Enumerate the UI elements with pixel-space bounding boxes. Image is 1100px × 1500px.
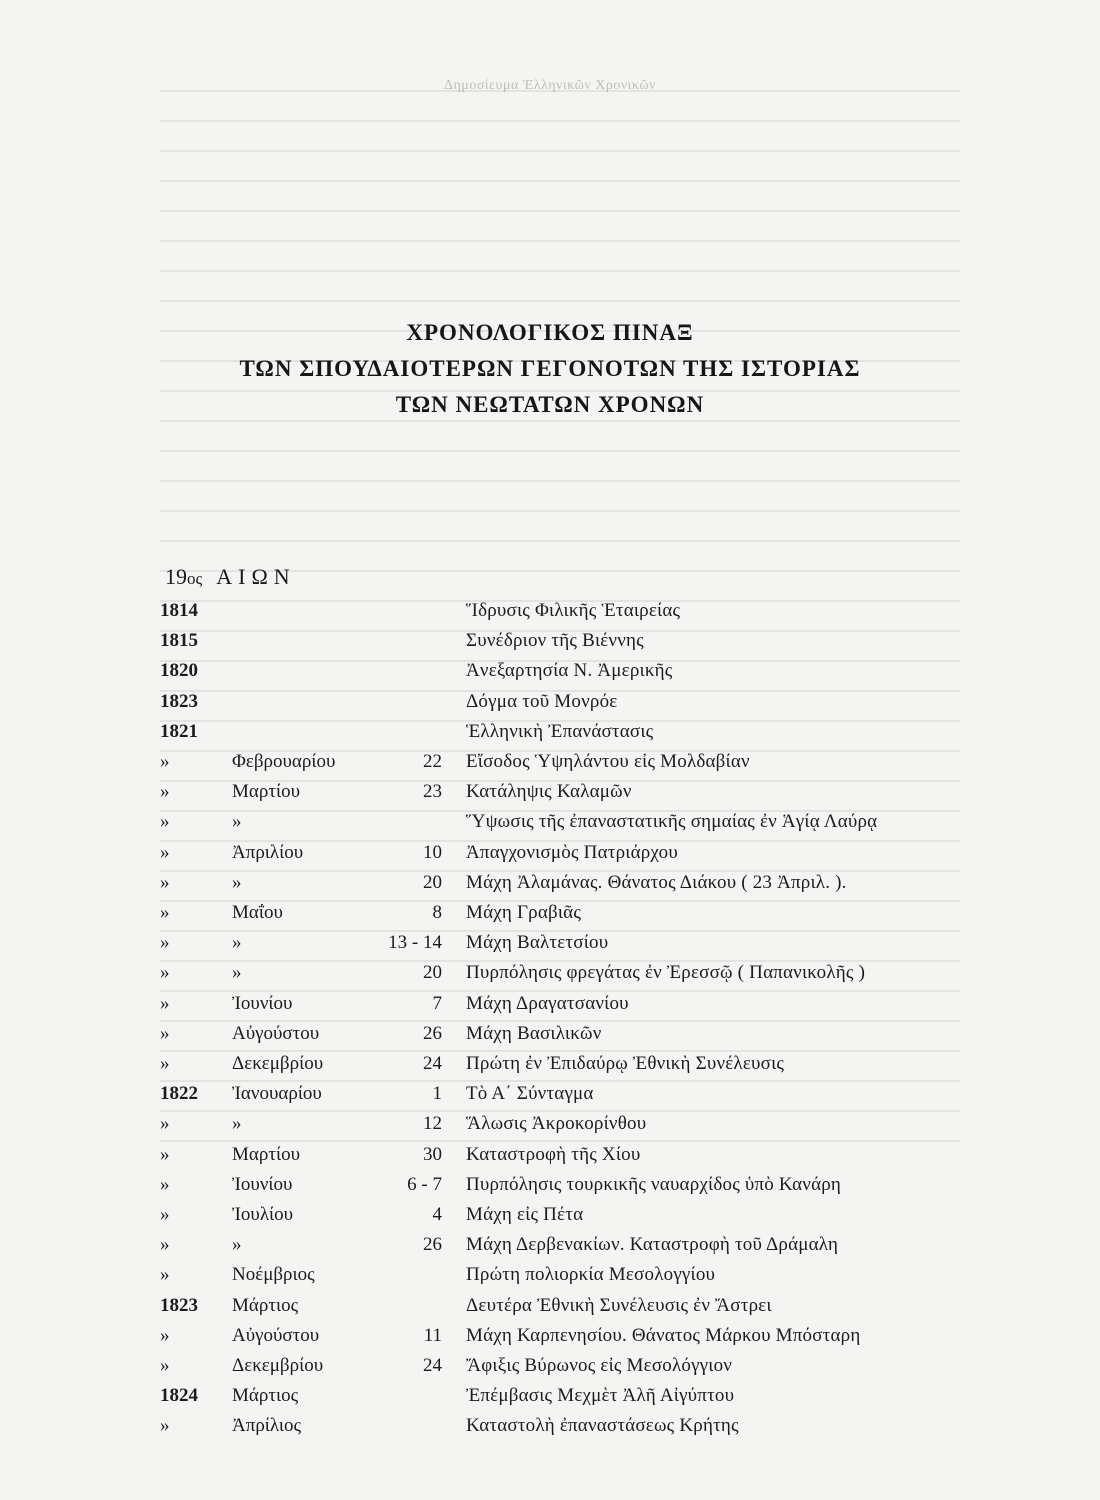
table-row	[0, 1411, 1100, 1441]
title-line-1: ΧΡΟΝΟΛΟΓΙΚΟΣ ΠΙΝΑΞ	[406, 320, 694, 345]
row-year: »	[160, 962, 170, 984]
row-month: Ἰανουαρίου	[232, 1083, 322, 1105]
row-day: 26	[423, 1234, 442, 1256]
row-year: »	[160, 1022, 170, 1044]
row-event: Κατάληψις Καλαμῶν	[466, 781, 632, 803]
row-day: 12	[423, 1113, 442, 1135]
row-month: Ἰουλίου	[232, 1204, 294, 1225]
row-event: Ἵδρυσις Φιλικῆς Ἑταιρείας	[466, 600, 681, 621]
row-month: »	[232, 871, 242, 893]
row-event: Ἀπαγχονισμὸς Πατριάρχου	[466, 841, 678, 863]
row-day: 4	[432, 1204, 442, 1225]
row-event: Μάχη Βασιλικῶν	[466, 1022, 602, 1044]
row-event: Μάχη Βαλτετσίου	[466, 932, 609, 954]
row-day: 24	[423, 1053, 442, 1074]
row-event: Μάχη εἰς Πέτα	[466, 1204, 584, 1225]
table-row	[0, 807, 1100, 837]
row-month: Μάρτιος	[232, 1385, 299, 1407]
row-year: 1822	[160, 1083, 198, 1105]
row-month: Δεκεμβρίου	[232, 1053, 324, 1074]
table-row	[0, 1170, 1100, 1200]
row-event: Πρώτη ἐν Ἐπιδαύρῳ Ἐθνικὴ Συνέλευσις	[466, 1053, 785, 1074]
row-month: »	[232, 1113, 242, 1135]
running-header: Δημοσίευμα Ἑλληνικῶν Χρονικῶν	[443, 78, 657, 93]
row-month: Νοέμβριος	[232, 1264, 315, 1286]
row-month: Φεβρουαρίου	[232, 751, 336, 772]
row-event: Ἅλωσις Ἀκροκορίνθου	[466, 1113, 647, 1135]
row-event: Καταστολὴ ἐπαναστάσεως Κρήτης	[466, 1415, 739, 1437]
row-day: 24	[423, 1355, 442, 1376]
table-row	[0, 687, 1100, 717]
table-row	[0, 1019, 1100, 1049]
table-row	[0, 1200, 1100, 1230]
row-event: Ὕψωσις τῆς ἐπαναστατικῆς σημαίας ἐν Ἁγίᾳ Λαύρᾳ	[466, 811, 878, 833]
row-month: Ἰουνίου	[232, 1173, 293, 1195]
row-month: »	[232, 811, 242, 833]
row-day: 1	[432, 1083, 442, 1105]
row-month: Ἀπριλίου	[232, 841, 304, 863]
row-year: »	[160, 781, 170, 803]
row-year: »	[160, 811, 170, 833]
row-month: »	[232, 1234, 242, 1256]
row-year: »	[160, 1204, 170, 1225]
row-month: Ἰουνίου	[232, 992, 293, 1014]
row-event: Μάχη Γραβιᾶς	[466, 902, 582, 923]
row-day: 13 - 14	[388, 932, 442, 954]
row-event: Συνέδριον τῆς Βιέννης	[466, 630, 644, 652]
row-month: »	[232, 932, 242, 954]
row-month: Αὐγούστου	[232, 1022, 320, 1044]
row-year: »	[160, 1415, 170, 1437]
row-day: 20	[423, 871, 442, 893]
row-month: Μαρτίου	[232, 1143, 300, 1165]
table-row	[0, 868, 1100, 898]
row-year: »	[160, 1355, 170, 1376]
row-event: Πυρπόλησις τουρκικῆς ναυαρχίδος ὑπὸ Κανάρη	[466, 1173, 842, 1195]
row-event: Πρώτη πολιορκία Μεσολογγίου	[466, 1264, 716, 1286]
row-day: 7	[432, 992, 442, 1014]
title-line-2: ΤΩΝ ΣΠΟΥΔΑΙΟΤΕΡΩΝ ΓΕΓΟΝΟΤΩΝ ΤΗΣ ΙΣΤΟΡΙΑΣ	[239, 356, 861, 381]
table-row	[0, 1381, 1100, 1411]
row-year: »	[160, 992, 170, 1014]
row-month: »	[232, 962, 242, 984]
row-event: Μάχη Δερβενακίων. Καταστροφὴ τοῦ Δράμαλη	[466, 1234, 839, 1256]
century-number: 19	[165, 564, 187, 589]
table-row	[0, 928, 1100, 958]
row-year: 1824	[160, 1385, 198, 1407]
row-year: »	[160, 871, 170, 893]
row-day: 6 - 7	[407, 1173, 442, 1195]
table-row	[0, 838, 1100, 868]
row-year: 1814	[160, 600, 198, 621]
row-event: Μάχη Δραγατσανίου	[466, 992, 629, 1014]
table-row	[0, 1321, 1100, 1351]
row-event: Δευτέρα Ἐθνικὴ Συνέλευσις ἐν Ἄστρει	[466, 1294, 772, 1316]
row-year: 1823	[160, 690, 198, 712]
row-event: Καταστροφὴ τῆς Χίου	[466, 1143, 641, 1165]
table-row	[0, 1140, 1100, 1170]
row-year: »	[160, 1264, 170, 1286]
row-year: 1820	[160, 660, 198, 682]
row-day: 10	[423, 841, 442, 863]
row-event: Τὸ Α΄ Σύνταγμα	[466, 1083, 594, 1105]
row-day: 8	[432, 902, 442, 923]
table-row	[0, 958, 1100, 988]
row-year: »	[160, 1113, 170, 1135]
title-line-3: ΤΩΝ ΝΕΩΤΑΤΩΝ ΧΡΟΝΩΝ	[395, 392, 705, 417]
row-year: 1815	[160, 630, 198, 652]
row-month: Μάρτιος	[232, 1294, 299, 1316]
table-row	[0, 1109, 1100, 1139]
row-event: Δόγμα τοῦ Μονρόε	[466, 690, 618, 712]
table-row	[0, 596, 1100, 626]
row-event: Μάχη Καρπενησίου. Θάνατος Μάρκου Μπόσταρη	[466, 1324, 861, 1346]
row-event: Ἄφιξις Βύρωνος εἰς Μεσολόγγιον	[466, 1355, 733, 1376]
row-event: Ἀνεξαρτησία Ν. Ἀμερικῆς	[466, 660, 673, 682]
table-row	[0, 1291, 1100, 1321]
row-day: 22	[423, 751, 442, 772]
row-day: 20	[423, 962, 442, 984]
row-event: Μάχη Ἀλαμάνας. Θάνατος Διάκου ( 23 Ἀπριλ. ).	[466, 871, 847, 893]
table-row	[0, 626, 1100, 656]
row-year: »	[160, 902, 170, 923]
century-heading	[165, 564, 296, 590]
table-row	[0, 898, 1100, 928]
table-row	[0, 1351, 1100, 1381]
row-day: 23	[423, 781, 442, 803]
row-year: »	[160, 1173, 170, 1195]
row-year: »	[160, 932, 170, 954]
table-row	[0, 1230, 1100, 1260]
row-year: 1823	[160, 1294, 198, 1316]
table-row	[0, 1079, 1100, 1109]
century-suffix: ος	[187, 569, 203, 588]
table-row	[0, 1260, 1100, 1290]
row-event: Εἴσοδος Ὑψηλάντου εἰς Μολδαβίαν	[466, 751, 750, 772]
table-row	[0, 1049, 1100, 1079]
row-year: »	[160, 751, 170, 772]
table-row	[0, 777, 1100, 807]
century-word: ΑΙΩΝ	[216, 564, 296, 589]
row-month: Μαρτίου	[232, 781, 300, 803]
row-month: Αὐγούστου	[232, 1324, 320, 1346]
row-year: »	[160, 1053, 170, 1074]
row-year: 1821	[160, 720, 198, 742]
row-event: Ἑλληνικὴ Ἐπανάστασις	[466, 720, 654, 742]
row-day: 11	[423, 1324, 442, 1346]
row-event: Πυρπόλησις φρεγάτας ἐν Ἐρεσσῷ ( Παπανικολῆς )	[466, 962, 866, 984]
table-row	[0, 656, 1100, 686]
row-day: 30	[423, 1143, 442, 1165]
row-year: »	[160, 841, 170, 863]
table-row	[0, 747, 1100, 777]
row-year: »	[160, 1143, 170, 1165]
table-row	[0, 717, 1100, 747]
chronology-table	[0, 596, 1100, 1437]
table-row	[0, 989, 1100, 1019]
row-event: Ἐπέμβασις Μεχμὲτ Ἀλῆ Αἰγύπτου	[466, 1385, 735, 1407]
row-day: 26	[423, 1022, 442, 1044]
row-month: Ἀπρίλιος	[232, 1415, 302, 1437]
row-year: »	[160, 1324, 170, 1346]
row-year: »	[160, 1234, 170, 1256]
row-month: Δεκεμβρίου	[232, 1355, 324, 1376]
row-month: Μαΐου	[232, 902, 283, 923]
